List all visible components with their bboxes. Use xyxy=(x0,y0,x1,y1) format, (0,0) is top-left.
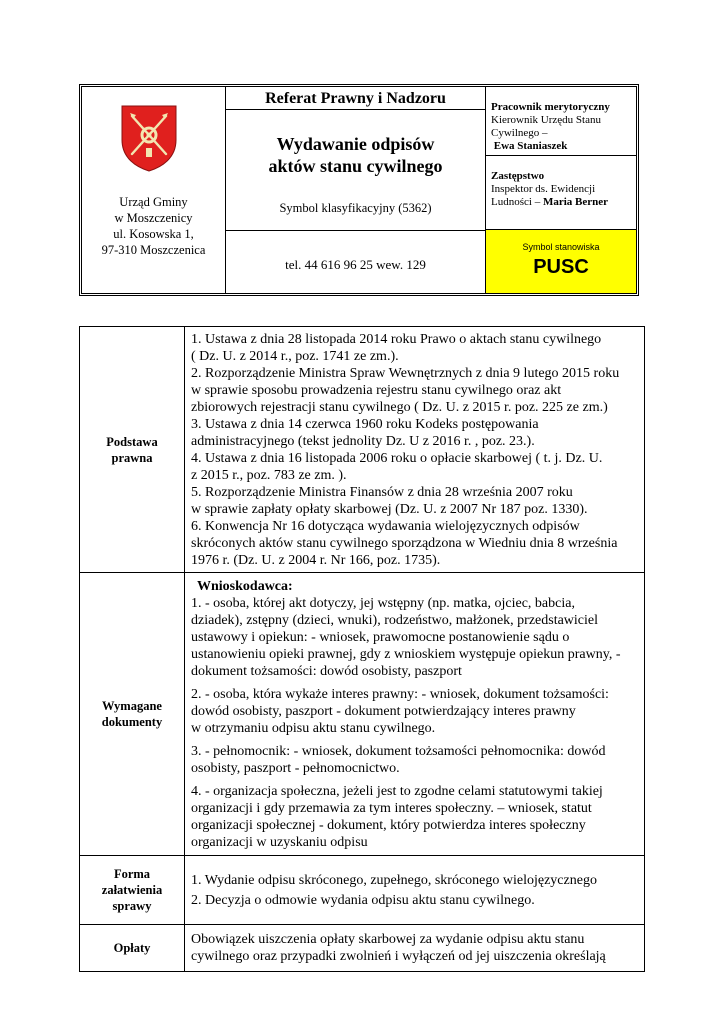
table-row xyxy=(80,856,645,925)
legal-basis-line: 1. Ustawa z dnia 28 listopada 2014 roku Prawo o aktach stanu cywilnego xyxy=(191,331,602,347)
office-line: ul. Kosowska 1, xyxy=(113,227,194,241)
fees-cell xyxy=(185,925,645,972)
fees-line: cywilnego oraz przypadki zwolnień i wyłączeń od jej uiszczenia określają xyxy=(191,949,606,964)
procedure-title-line: Wydawanie odpisów xyxy=(276,134,435,154)
legal-basis-line: z 2015 r., poz. 783 ze zm. ). xyxy=(191,467,347,483)
telephone: tel. 44 616 96 25 wew. 129 xyxy=(285,257,426,272)
worker-role: Cywilnego – xyxy=(491,127,548,139)
table-row xyxy=(80,573,645,856)
worker-block xyxy=(491,101,633,153)
department-title: Referat Prawny i Nadzoru xyxy=(265,90,446,107)
applicant-line: ustawowy i opiekun: - wniosek, prawomocne postanowienie sądu o xyxy=(191,629,570,645)
office-address xyxy=(82,194,225,258)
office-line: w Moszczenicy xyxy=(114,211,193,225)
applicant-paragraph xyxy=(191,783,640,851)
legal-basis-line: ( Dz. U. z 2014 r., poz. 1741 ze zm.). xyxy=(191,348,399,364)
legal-basis-line: zbiorowych rejestracji stanu cywilnego ( Dz. U. z 2015 r. poz. 225 ze zm.) xyxy=(191,399,608,415)
procedure-table xyxy=(79,326,645,972)
applicant-paragraph xyxy=(191,686,640,737)
coat-of-arms-icon xyxy=(120,104,178,172)
legal-basis-line: administracyjnego (tekst jednolity Dz. U z 2016 r. , poz. 23.). xyxy=(191,433,535,449)
applicant-line: organizacji społecznej - dokument, który potwierdza interes społeczny xyxy=(191,817,586,833)
handling-form-line: 1. Wydanie odpisu skróconego, zupełnego, skróconego wielojęzycznego xyxy=(191,872,597,888)
deputy-role-line xyxy=(491,196,633,209)
legal-basis-line: 2. Rozporządzenie Ministra Spraw Wewnętrznych z dnia 9 lutego 2015 roku xyxy=(191,365,620,381)
applicant-paragraph xyxy=(191,743,640,777)
row-label-line: załatwienia xyxy=(101,883,163,897)
table-row xyxy=(80,327,645,573)
legal-basis-line: skróconych aktów stanu cywilnego sporządzona w Wiedniu dnia 8 września xyxy=(191,535,618,551)
row-label xyxy=(80,856,185,925)
deputy-role: Inspektor ds. Ewidencji xyxy=(491,183,596,195)
applicant-line: 3. - pełnomocnik: - wniosek, dokument tożsamości pełnomocnika: dowód xyxy=(191,743,606,759)
row-label xyxy=(80,327,185,573)
applicant-line: w otrzymaniu odpisu aktu stanu cywilnego. xyxy=(191,720,436,736)
row-label-line: sprawy xyxy=(112,899,152,913)
row-label-line: Podstawa xyxy=(106,434,158,449)
procedure-title-line: aktów stanu cywilnego xyxy=(268,156,443,176)
worker-label: Pracownik merytoryczny xyxy=(491,101,610,113)
applicant-heading: Wnioskodawca: xyxy=(197,578,293,594)
applicant-line: 2. - osoba, która wykaże interes prawny: - wniosek, dokument tożsamości: xyxy=(191,686,609,702)
applicant-line: dziadek), zstępny (dzieci, wnuki), rodzeństwo, małżonek, przedstawiciel xyxy=(191,612,599,628)
position-symbol-label: Symbol stanowiska xyxy=(522,242,600,252)
row-label: Opłaty xyxy=(80,925,185,972)
legal-basis-line: 1976 r. (Dz. U. z 2004 r. Nr 166, poz. 1735). xyxy=(191,552,441,568)
worker-name: Ewa Staniaszek xyxy=(491,140,568,152)
applicant-line: osobisty, paszport - pełnomocnictwo. xyxy=(191,760,400,776)
office-line: Urząd Gminy xyxy=(119,195,188,209)
deputy-name: Maria Berner xyxy=(542,196,609,208)
procedure-cell xyxy=(226,87,486,293)
legal-basis-line: 4. Ustawa z dnia 16 listopada 2006 roku o opłacie skarbowej ( t. j. Dz. U. xyxy=(191,450,603,466)
staff-cell xyxy=(486,87,636,293)
applicant-line: organizacji w uzyskaniu odpisu xyxy=(191,834,368,850)
fees-line: Obowiązek uiszczenia opłaty skarbowej za wydanie odpisu aktu stanu xyxy=(191,932,585,947)
row-label xyxy=(80,573,185,856)
deputy-role: Ludności – xyxy=(491,196,543,208)
handling-form-line: 2. Decyzja o odmowie wydania odpisu aktu stanu cywilnego. xyxy=(191,892,535,908)
office-line: 97-310 Moszczenica xyxy=(101,243,206,257)
row-label-line: prawna xyxy=(111,450,153,465)
row-label-line: Wymagane xyxy=(102,699,162,713)
legal-basis-line: 5. Rozporządzenie Ministra Finansów z dnia 28 września 2007 roku xyxy=(191,484,573,500)
applicant-line: dokument tożsamości: dowód osobisty, paszport xyxy=(191,663,462,679)
applicant-line: dowód osobisty, paszport - dokument potwierdzający interes prawny xyxy=(191,703,576,719)
header-box xyxy=(79,84,639,296)
procedure-title xyxy=(226,133,485,177)
worker-role: Kierownik Urzędu Stanu xyxy=(491,114,601,126)
position-symbol-box xyxy=(486,230,636,293)
classification-symbol: Symbol klasyfikacyjny (5362) xyxy=(279,201,432,215)
legal-basis-line: 3. Ustawa z dnia 14 czerwca 1960 roku Kodeks postępowania xyxy=(191,416,539,432)
position-symbol: PUSC xyxy=(533,256,589,278)
applicant-line: 1. - osoba, której akt dotyczy, jej wstępny (np. matka, ojciec, babcia, xyxy=(191,595,575,611)
handling-form-cell xyxy=(185,856,645,925)
legal-basis-cell xyxy=(185,327,645,573)
row-label-line: Forma xyxy=(113,867,151,881)
deputy-block xyxy=(491,170,633,209)
applicant-line: 4. - organizacja społeczna, jeżeli jest to zgodne celami statutowymi takiej xyxy=(191,783,603,799)
row-label-line: dokumenty xyxy=(101,715,163,729)
office-cell xyxy=(82,87,226,293)
legal-basis-line: w sprawie sposobu prowadzenia rejestru stanu cywilnego oraz akt xyxy=(191,382,562,398)
legal-basis-line: 6. Konwencja Nr 16 dotycząca wydawania wielojęzycznych odpisów xyxy=(191,518,580,534)
applicant-line: organizacji i gdy przemawia za tym interes społeczny. – wniosek, statut xyxy=(191,800,592,816)
applicant-line: ustanowieniu opieki prawnej, gdy z wnioskiem występuje opiekun prawny, - xyxy=(191,646,621,662)
required-documents-cell xyxy=(185,573,645,856)
deputy-label: Zastępstwo xyxy=(491,170,545,182)
legal-basis-line: w sprawie zapłaty opłaty skarbowej (Dz. U. z 2007 Nr 187 poz. 1330). xyxy=(191,501,588,517)
table-row xyxy=(80,925,645,972)
applicant-paragraph xyxy=(191,595,640,680)
